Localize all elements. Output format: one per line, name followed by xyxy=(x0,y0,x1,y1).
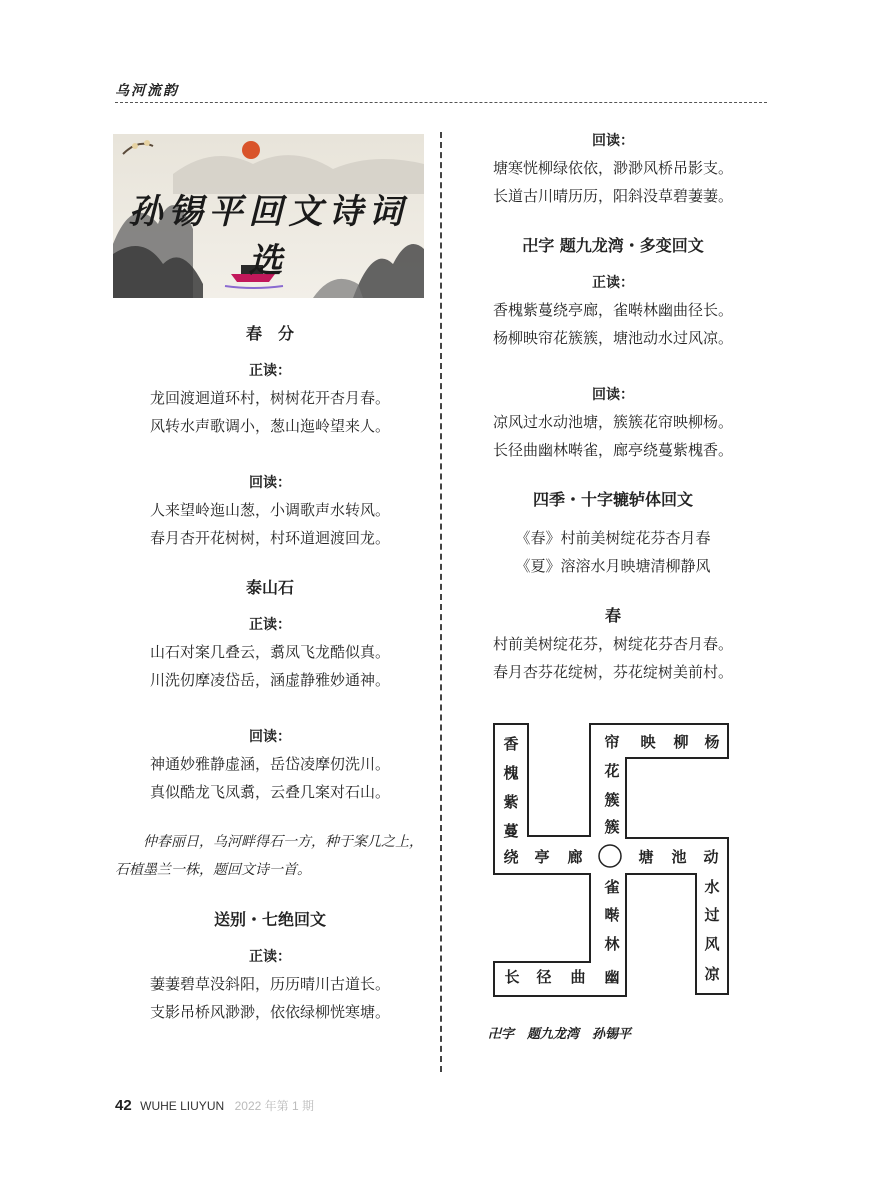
poem-line: 香槐紫蔓绕亭廊，雀啭林幽曲径长。 xyxy=(492,301,733,319)
poem-line: 长径曲幽林啭雀，廊亭绕蔓紫槐香。 xyxy=(492,441,733,459)
puzzle-char: 池 xyxy=(671,848,687,866)
magazine-name: WUHE LIUYUN xyxy=(140,1099,225,1113)
page-footer xyxy=(115,1097,314,1115)
banner-image xyxy=(113,134,424,298)
forward-reading-label: 正读： xyxy=(249,949,291,965)
forward-reading-label: 正读： xyxy=(249,363,291,379)
poem-title: 四季・十字辘轳体回文 xyxy=(532,490,693,509)
puzzle-char: 簇 xyxy=(604,791,620,809)
puzzle-char: 绕 xyxy=(503,848,519,866)
poem-title: 泰山石 xyxy=(245,578,294,597)
forward-reading-label: 正读： xyxy=(249,617,291,633)
puzzle-char: 柳 xyxy=(673,733,689,751)
poem-line: 凉风过水动池塘，簇簇花帘映柳杨。 xyxy=(492,413,733,431)
poem-line: 萋萋碧草没斜阳，历历晴川古道长。 xyxy=(149,975,390,993)
puzzle-char: 紫 xyxy=(503,793,519,811)
poem-line: 杨柳映帘花簇簇，塘池动水过风凉。 xyxy=(492,329,733,347)
puzzle-char: 亭 xyxy=(534,848,550,866)
poem-title: 送别・七绝回文 xyxy=(213,910,326,929)
poem-line: 川洗仞摩凌岱岳，涵虚静雅妙通神。 xyxy=(149,671,390,689)
puzzle-char: 簇 xyxy=(604,818,620,836)
column-divider xyxy=(440,132,442,1072)
puzzle-char: 帘 xyxy=(604,733,620,751)
puzzle-char: 动 xyxy=(703,848,719,866)
poem-line: 春月杏开花树树，村环道迴渡回龙。 xyxy=(149,529,390,547)
poem-line: 塘寒恍柳绿依依，渺渺风桥吊影支。 xyxy=(492,159,733,177)
banner-title: 孙锡平回文诗词选 xyxy=(128,192,409,281)
issue-label: 2022 年第 1 期 xyxy=(234,1099,314,1113)
right-column xyxy=(458,128,768,686)
puzzle-char: 径 xyxy=(536,968,552,986)
puzzle-credit: 卍字 题九龙湾 孙锡平 xyxy=(488,1027,632,1042)
poem-line: 人来望岭迤山葱，小调歌声水转风。 xyxy=(149,501,390,519)
center-circle xyxy=(599,845,621,867)
puzzle-char: 塘 xyxy=(638,848,654,866)
poem-line: 神通妙雅静虚涵，岳岱凌摩仞洗川。 xyxy=(149,755,390,773)
poem-note: 仲春丽日，乌河畔得石一方，种于案几之上，石植墨兰一株，题回文诗一首。 xyxy=(115,834,423,878)
puzzle-char: 映 xyxy=(640,733,656,751)
poem-line: 春月杏芬花绽树，芬花绽树美前村。 xyxy=(492,663,733,681)
puzzle-char: 花 xyxy=(604,762,620,780)
puzzle-char: 水 xyxy=(704,878,720,896)
puzzle-char: 香 xyxy=(503,735,519,753)
puzzle-char: 啭 xyxy=(604,906,620,924)
puzzle-char: 过 xyxy=(704,906,720,924)
puzzle-char: 雀 xyxy=(604,878,620,896)
puzzle-char: 林 xyxy=(604,935,620,953)
puzzle-char: 风 xyxy=(704,935,720,953)
poem-line: 支影吊桥风渺渺，依依绿柳恍寒塘。 xyxy=(149,1003,390,1021)
sun-icon xyxy=(242,141,260,159)
backward-reading-label: 回读： xyxy=(249,475,291,491)
poem-line: 长道古川晴历历，阳斜没草碧萋萋。 xyxy=(492,187,733,205)
puzzle-char: 曲 xyxy=(570,968,586,986)
puzzle-char: 幽 xyxy=(604,968,620,986)
puzzle-char: 廊 xyxy=(567,848,583,866)
poem-title: 春 xyxy=(604,606,621,625)
puzzle-char: 长 xyxy=(504,968,520,986)
header-divider xyxy=(115,102,767,103)
poem-title: 卍字 题九龙湾・多变回文 xyxy=(522,236,704,255)
puzzle-char: 杨 xyxy=(704,733,720,751)
backward-reading-label: 回读： xyxy=(592,133,634,149)
left-column xyxy=(115,320,425,1026)
poem-line: 《春》村前美树绽花芬杏月春 xyxy=(515,529,711,547)
puzzle-char: 槐 xyxy=(503,764,519,782)
backward-reading-label: 回读： xyxy=(592,387,634,403)
magazine-column-title: 乌河流韵 xyxy=(115,83,179,99)
poem-line: 风转水声歌调小，葱山迤岭望来人。 xyxy=(149,417,390,435)
swastika-puzzle xyxy=(492,722,732,998)
poem-line: 山石对案几叠云，翥凤飞龙酷似真。 xyxy=(149,643,390,661)
puzzle-char: 凉 xyxy=(704,965,720,983)
poem-line: 龙回渡迴道环村，树树花开杏月春。 xyxy=(149,389,390,407)
poem-title: 春 分 xyxy=(245,324,294,343)
poem-line: 村前美树绽花芬，树绽花芬杏月春。 xyxy=(492,635,733,653)
poem-line: 《夏》溶溶水月映塘清柳静风 xyxy=(515,557,711,575)
backward-reading-label: 回读： xyxy=(249,729,291,745)
puzzle-char: 蔓 xyxy=(503,822,519,840)
forward-reading-label: 正读： xyxy=(592,275,634,291)
poem-line: 真似酷龙飞凤翥，云叠几案对石山。 xyxy=(149,783,390,801)
page-number: 42 xyxy=(115,1097,132,1114)
